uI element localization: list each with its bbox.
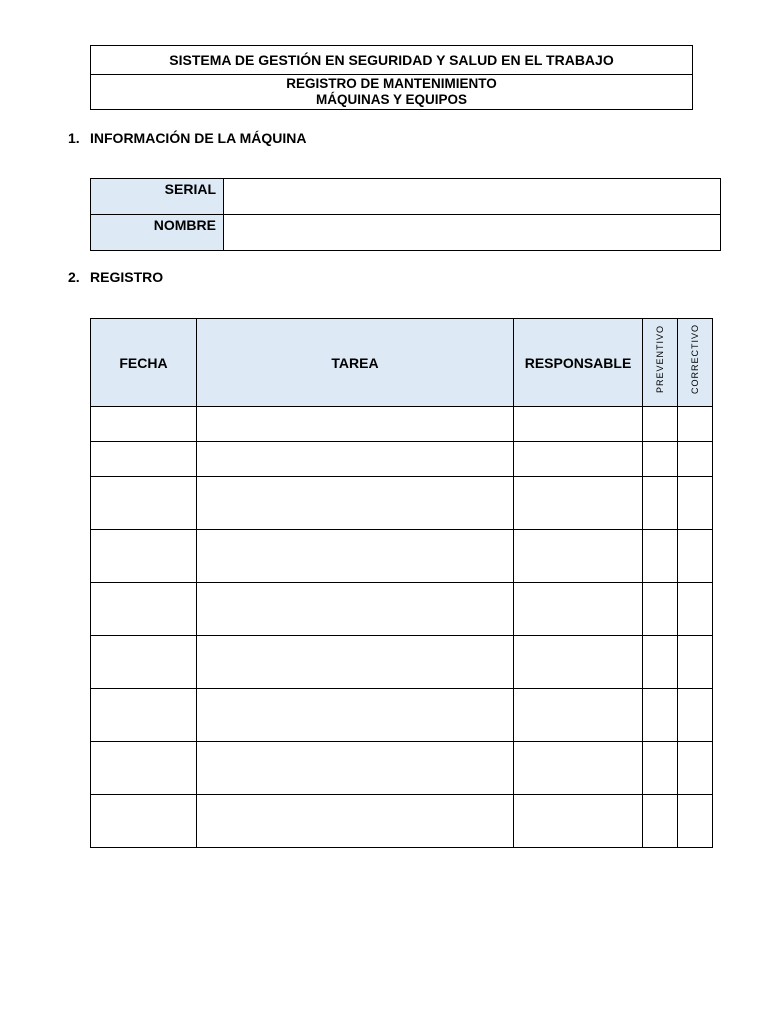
tarea-cell[interactable] [197, 742, 514, 795]
fecha-cell[interactable] [91, 477, 197, 530]
correctivo-cell[interactable] [678, 742, 713, 795]
fecha-cell[interactable] [91, 742, 197, 795]
serial-row [91, 179, 721, 215]
correctivo-cell[interactable] [678, 442, 713, 477]
serial-label: SERIAL [91, 179, 224, 215]
preventivo-cell[interactable] [643, 583, 678, 636]
preventivo-cell[interactable] [643, 795, 678, 848]
col-fecha-header: FECHA [91, 319, 197, 407]
responsable-cell[interactable] [514, 442, 643, 477]
document-header [90, 45, 693, 110]
preventivo-cell[interactable] [643, 689, 678, 742]
table-row [91, 442, 713, 477]
col-correctivo-header [678, 319, 713, 407]
fecha-cell[interactable] [91, 636, 197, 689]
col-tarea-header: TAREA [197, 319, 514, 407]
correctivo-cell[interactable] [678, 795, 713, 848]
responsable-cell[interactable] [514, 795, 643, 848]
tarea-cell[interactable] [197, 636, 514, 689]
preventivo-cell[interactable] [643, 477, 678, 530]
responsable-cell[interactable] [514, 742, 643, 795]
responsable-cell[interactable] [514, 636, 643, 689]
table-row [91, 477, 713, 530]
fecha-cell[interactable] [91, 407, 197, 442]
machine-info-table [90, 178, 721, 251]
responsable-cell[interactable] [514, 407, 643, 442]
fecha-cell[interactable] [91, 795, 197, 848]
correctivo-cell[interactable] [678, 636, 713, 689]
preventivo-cell[interactable] [643, 530, 678, 583]
section-2-title: REGISTRO [90, 269, 164, 285]
table-row [91, 742, 713, 795]
table-row [91, 407, 713, 442]
preventivo-cell[interactable] [643, 442, 678, 477]
preventivo-label: PREVENTIVO [655, 324, 665, 394]
preventivo-cell[interactable] [643, 742, 678, 795]
nombre-label: NOMBRE [91, 215, 224, 251]
section-2-heading [68, 269, 163, 285]
correctivo-cell[interactable] [678, 407, 713, 442]
correctivo-label: CORRECTIVO [690, 323, 700, 395]
tarea-cell[interactable] [197, 583, 514, 636]
section-2-number: 2. [68, 269, 80, 285]
correctivo-cell[interactable] [678, 530, 713, 583]
record-title [91, 75, 692, 109]
fecha-cell[interactable] [91, 442, 197, 477]
section-1-title: INFORMACIÓN DE LA MÁQUINA [90, 130, 307, 146]
table-row [91, 530, 713, 583]
tarea-cell[interactable] [197, 795, 514, 848]
system-title: SISTEMA DE GESTIÓN EN SEGURIDAD Y SALUD EN EL TRABAJO [91, 46, 692, 75]
tarea-cell[interactable] [197, 442, 514, 477]
fecha-cell[interactable] [91, 689, 197, 742]
responsable-cell[interactable] [514, 583, 643, 636]
fecha-cell[interactable] [91, 530, 197, 583]
tarea-cell[interactable] [197, 407, 514, 442]
record-title-line1: REGISTRO DE MANTENIMIENTO [286, 76, 497, 91]
table-row [91, 636, 713, 689]
nombre-field[interactable] [224, 215, 721, 251]
tarea-cell[interactable] [197, 477, 514, 530]
register-header-row [91, 319, 713, 407]
maintenance-register-table [90, 318, 713, 848]
responsable-cell[interactable] [514, 477, 643, 530]
tarea-cell[interactable] [197, 530, 514, 583]
tarea-cell[interactable] [197, 689, 514, 742]
table-row [91, 583, 713, 636]
preventivo-cell[interactable] [643, 636, 678, 689]
col-preventivo-header [643, 319, 678, 407]
record-title-line2: MÁQUINAS Y EQUIPOS [315, 92, 468, 107]
correctivo-cell[interactable] [678, 477, 713, 530]
responsable-cell[interactable] [514, 530, 643, 583]
serial-field[interactable] [224, 179, 721, 215]
section-1-heading [68, 130, 306, 146]
preventivo-cell[interactable] [643, 407, 678, 442]
col-responsable-header: RESPONSABLE [514, 319, 643, 407]
correctivo-cell[interactable] [678, 689, 713, 742]
correctivo-cell[interactable] [678, 583, 713, 636]
table-row [91, 689, 713, 742]
fecha-cell[interactable] [91, 583, 197, 636]
table-row [91, 795, 713, 848]
section-1-number: 1. [68, 130, 80, 146]
nombre-row [91, 215, 721, 251]
responsable-cell[interactable] [514, 689, 643, 742]
